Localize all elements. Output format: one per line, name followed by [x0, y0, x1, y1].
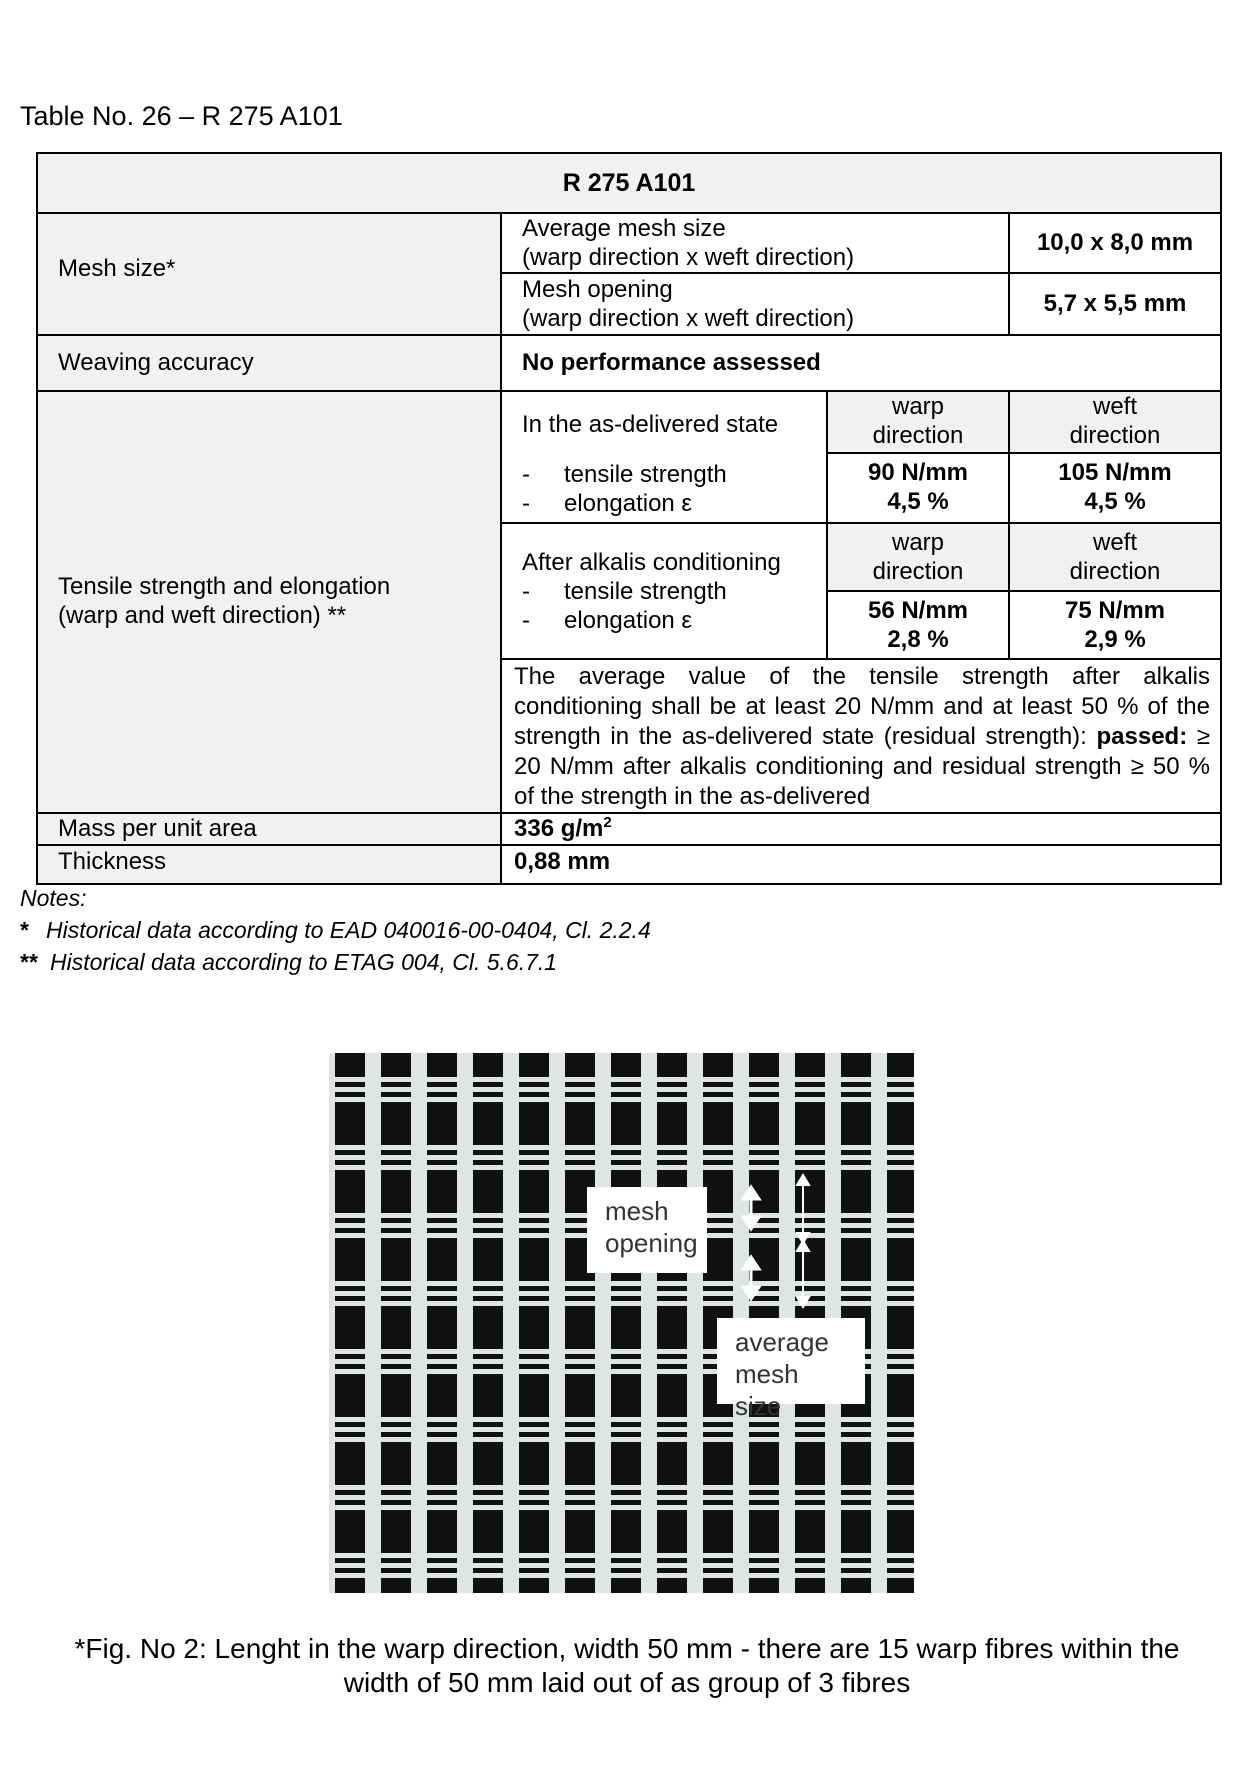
note-marker: *: [20, 917, 29, 943]
weft-header: weft: [1092, 529, 1137, 556]
weft-header-sub: direction: [1069, 422, 1161, 449]
warp-header-sub: direction: [872, 422, 964, 449]
warp-header: warp: [891, 529, 945, 556]
notes-title: Notes:: [20, 885, 87, 911]
bullet: -: [522, 578, 530, 605]
figure-caption-line: *Fig. No 2: Lenght in the warp direction, width 50 mm - there are 15 warp fibres within the: [74, 1633, 1180, 1664]
figure-caption-line: width of 50 mm laid out of as group of 3 fibres: [343, 1667, 911, 1698]
callout-text: opening: [605, 1228, 698, 1258]
weaving-accuracy-value: No performance assessed: [502, 336, 1220, 390]
tensile-sublabel: (warp and weft direction) **: [58, 602, 347, 629]
as-delivered-weft-elongation: 4,5 %: [1084, 488, 1146, 515]
callout-text: mesh size: [735, 1359, 799, 1421]
as-delivered-warp-elongation: 4,5 %: [887, 488, 949, 515]
mass-unit-superscript: 2: [603, 814, 612, 831]
after-alkalis-item-elongation: elongation ε: [564, 607, 693, 634]
bullet: -: [522, 461, 530, 488]
average-mesh-size-value: 10,0 x 8,0 mm: [1036, 229, 1194, 256]
after-alkalis-warp-strength: 56 N/mm: [867, 597, 969, 624]
note-text: Historical data according to ETAG 004, Cl. 5.6.7.1: [50, 949, 558, 975]
mass-label: Mass per unit area: [58, 815, 257, 842]
average-mesh-size-sublabel: (warp direction x weft direction): [522, 244, 855, 271]
thickness-label: Thickness: [58, 848, 167, 875]
arrow-head-icon: [797, 1241, 809, 1251]
after-alkalis-weft-elongation: 2,9 %: [1084, 626, 1146, 653]
arrow-head-icon: [743, 1257, 759, 1269]
as-delivered-title: In the as-delivered state: [522, 411, 779, 438]
mesh-opening-sublabel: (warp direction x weft direction): [522, 305, 855, 332]
weft-header-sub: direction: [1069, 558, 1161, 585]
passed-label: passed:: [1096, 723, 1188, 750]
thickness-value: 0,88 mm: [502, 846, 1220, 883]
weaving-accuracy-label: Weaving accuracy: [58, 349, 254, 376]
after-alkalis-weft-strength: 75 N/mm: [1064, 597, 1166, 624]
mass-value: 336 g/m: [514, 815, 604, 842]
after-alkalis-title: After alkalis conditioning: [522, 549, 781, 576]
arrow-head-icon: [743, 1217, 759, 1229]
callout-text: average: [735, 1327, 829, 1357]
weft-header: weft: [1092, 393, 1137, 420]
note-marker: **: [20, 949, 38, 975]
arrow-head-icon: [743, 1287, 759, 1299]
after-alkalis-item-tensile: tensile strength: [564, 578, 727, 605]
as-delivered-item-tensile: tensile strength: [564, 461, 727, 488]
bullet: -: [522, 490, 530, 517]
after-alkalis-warp-elongation: 2,8 %: [887, 626, 949, 653]
as-delivered-weft-strength: 105 N/mm: [1058, 459, 1172, 486]
as-delivered-warp-strength: 90 N/mm: [867, 459, 969, 486]
mesh-opening-value: 5,7 x 5,5 mm: [1043, 290, 1187, 317]
as-delivered-item-elongation: elongation ε: [564, 490, 693, 517]
average-mesh-size-label: Average mesh size: [522, 215, 726, 242]
arrow-head-icon: [797, 1297, 809, 1307]
requirement-text: The average value of the tensile strength after alkalis conditioning shall be at least 20 N/mm and at least 50 % of the strength in the as-delivered state (residual strength):: [514, 663, 1210, 750]
table-caption: Table No. 26 – R 275 A101: [20, 101, 343, 131]
arrow-head-icon: [743, 1187, 759, 1199]
dimension-arrows: [329, 1053, 914, 1593]
callout-text: mesh: [605, 1196, 669, 1226]
tensile-label: Tensile strength and elongation: [58, 573, 391, 600]
arrow-head-icon: [797, 1175, 809, 1185]
table-header: R 275 A101: [562, 169, 696, 197]
warp-header-sub: direction: [872, 558, 964, 585]
figure-caption: [20, 1632, 1234, 1700]
mesh-opening-label: Mesh opening: [522, 276, 673, 303]
properties-table: [36, 152, 1222, 885]
note-text: Historical data according to EAD 040016-00-0404, Cl. 2.2.4: [46, 917, 651, 943]
bullet: -: [522, 607, 530, 634]
warp-header: warp: [891, 393, 945, 420]
passed-text: ≥ 20 N/mm after alkalis conditioning and residual strength ≥ 50 % of the strength in the as-delivered: [514, 723, 1211, 810]
mesh-size-label: Mesh size*: [58, 255, 176, 282]
mesh-figure: [329, 1053, 914, 1593]
